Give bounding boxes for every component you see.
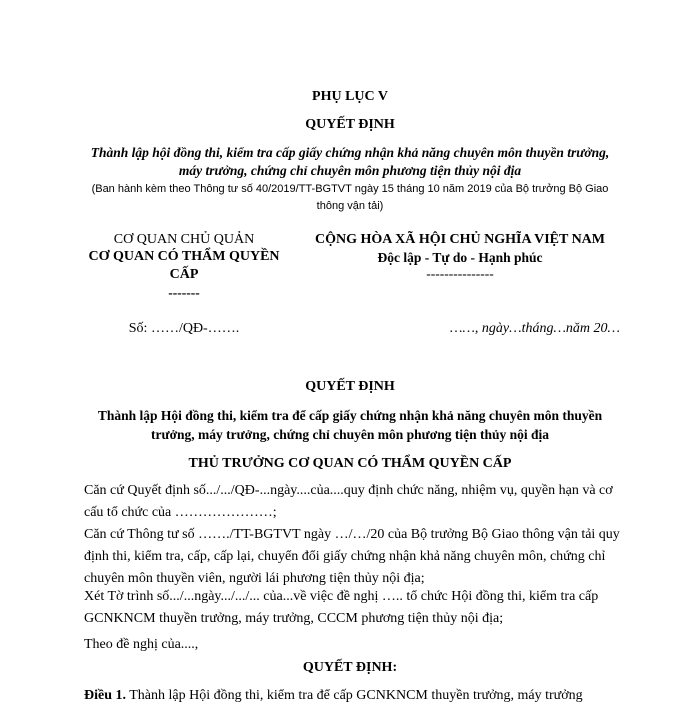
basis-paragraph-1 bbox=[84, 480, 624, 524]
left-header-rule: ------- bbox=[168, 285, 200, 300]
appendix-label: PHỤ LỤC V bbox=[312, 89, 388, 104]
appendix-issued-line-1: (Ban hành kèm theo Thông tư số 40/2019/TT-BGTVT ngày 15 tháng 10 năm 2019 của Bộ trưởng Bộ Giao bbox=[91, 183, 609, 195]
paragraph-line: GCNKNCM thuyền trưởng, máy trưởng, CCCM phương tiện thủy nội địa; bbox=[84, 611, 504, 626]
appendix-subject-line-1: Thành lập hội đồng thi, kiểm tra cấp giấy chứng nhận khả năng chuyên môn thuyền trưởng, bbox=[90, 145, 610, 160]
article-1 bbox=[84, 688, 583, 704]
paragraph-line: Căn cứ Thông tư số ……./TT-BGTVT ngày …/…/20 của Bộ trưởng Bộ Giao thông vận tải quy bbox=[84, 527, 620, 542]
appendix-issued-line-2: thông vận tải) bbox=[316, 200, 384, 212]
appendix-subject-line-2: máy trưởng, chứng chỉ chuyên môn phương tiện thủy nội địa bbox=[178, 163, 522, 178]
appendix-heading: QUYẾT ĐỊNH bbox=[305, 117, 395, 132]
place-and-date: ……, ngày…tháng…năm 20… bbox=[450, 321, 620, 336]
article-1-text: Thành lập Hội đồng thi, kiểm tra để cấp GCNKNCM thuyền trưởng, máy trưởng bbox=[126, 688, 583, 703]
basis-paragraph-3 bbox=[84, 586, 624, 630]
decision-subject-line-2: trưởng, máy trưởng, chứng chỉ chuyên môn phương tiện thủy nội địa bbox=[150, 427, 549, 442]
paragraph-line: chuyên môn thuyền viên, người lái phương tiện thủy nội địa; bbox=[84, 571, 425, 586]
authority-title: THỦ TRƯỞNG CƠ QUAN CÓ THẨM QUYỀN CẤP bbox=[188, 456, 512, 471]
proposal-paragraph bbox=[84, 634, 624, 656]
right-header-rule: --------------- bbox=[426, 266, 494, 281]
basis-paragraph-2 bbox=[84, 524, 624, 590]
national-title: CỘNG HÒA XÃ HỘI CHỦ NGHĨA VIỆT NAM bbox=[314, 232, 605, 247]
decision-heading: QUYẾT ĐỊNH bbox=[305, 379, 395, 394]
issuing-authority-line-2: CẤP bbox=[169, 267, 199, 282]
paragraph-line: Xét Tờ trình số.../...ngày.../.../... của...về việc đề nghị ….. tổ chức Hội đồng thi, kiểm tra cấp bbox=[84, 589, 599, 604]
decision-subject-line-1: Thành lập Hội đồng thi, kiểm tra để cấp giấy chứng nhận khả năng chuyên môn thuyền bbox=[97, 408, 603, 423]
issuing-authority-line-1: CƠ QUAN CÓ THẨM QUYỀN bbox=[88, 249, 280, 264]
decision-number: Số: ……/QĐ-……. bbox=[128, 321, 240, 336]
national-motto: Độc lập - Tự do - Hạnh phúc bbox=[377, 250, 543, 265]
paragraph-line: cấu tổ chức của …………………; bbox=[84, 505, 277, 520]
paragraph-line: Căn cứ Quyết định số.../.../QĐ-...ngày....của....quy định chức năng, nhiệm vụ, quyền hạn và cơ bbox=[84, 483, 613, 498]
paragraph-line: định thi, kiểm tra, cấp, cấp lại, chuyển đổi giấy chứng nhận khả năng chuyên môn, chứng chỉ bbox=[84, 549, 606, 564]
article-1-label: Điều 1. bbox=[84, 688, 126, 703]
paragraph-line: Theo đề nghị của...., bbox=[84, 637, 199, 652]
decides-heading: QUYẾT ĐỊNH: bbox=[302, 660, 398, 675]
governing-agency: CƠ QUAN CHỦ QUẢN bbox=[113, 232, 255, 247]
